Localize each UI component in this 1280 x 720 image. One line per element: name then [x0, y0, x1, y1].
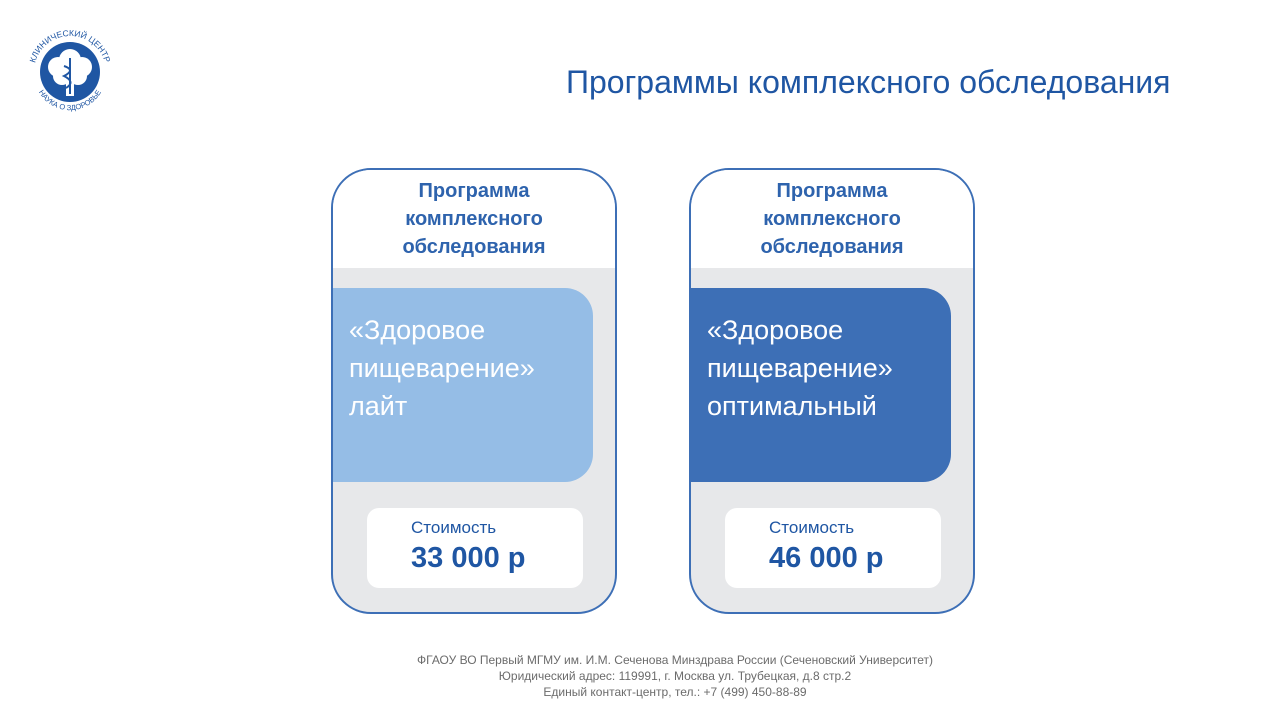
program-card-lite[interactable] — [331, 168, 617, 614]
price-box — [725, 508, 941, 588]
price-value: 33 000 р — [411, 542, 526, 574]
footer-contact: Единый контакт-центр, тел.: +7 (499) 450-88-89 — [543, 685, 807, 699]
card-heading-text: Программа комплексного обследования — [402, 180, 546, 258]
card-heading-text: Программа комплексного обследования — [760, 180, 904, 258]
page-title: Программы комплексного обследования — [566, 64, 1171, 100]
footer — [300, 652, 1050, 700]
program-name: «Здоровое пищеварение» оптимальный — [689, 288, 951, 482]
program-card-optimal[interactable] — [689, 168, 975, 614]
logo-top-text: КЛИНИЧЕСКИЙ ЦЕНТР — [27, 27, 113, 64]
price-label: Стоимость — [769, 518, 855, 537]
price-label: Стоимость — [411, 518, 497, 537]
program-name: «Здоровое пищеварение» лайт — [331, 288, 593, 482]
card-heading — [333, 170, 615, 268]
clinic-logo — [20, 20, 120, 120]
price-box — [367, 508, 583, 588]
card-heading — [691, 170, 973, 268]
logo-bottom-text: НАУКА О ЗДОРОВЬЕ — [36, 88, 104, 113]
price-value: 46 000 р — [769, 542, 884, 574]
footer-address: Юридический адрес: 119991, г. Москва ул. Трубецкая, д.8 стр.2 — [498, 669, 852, 683]
footer-organization: ФГАОУ ВО Первый МГМУ им. И.М. Сеченова Минздрава России (Сеченовский Университет) — [417, 653, 933, 667]
